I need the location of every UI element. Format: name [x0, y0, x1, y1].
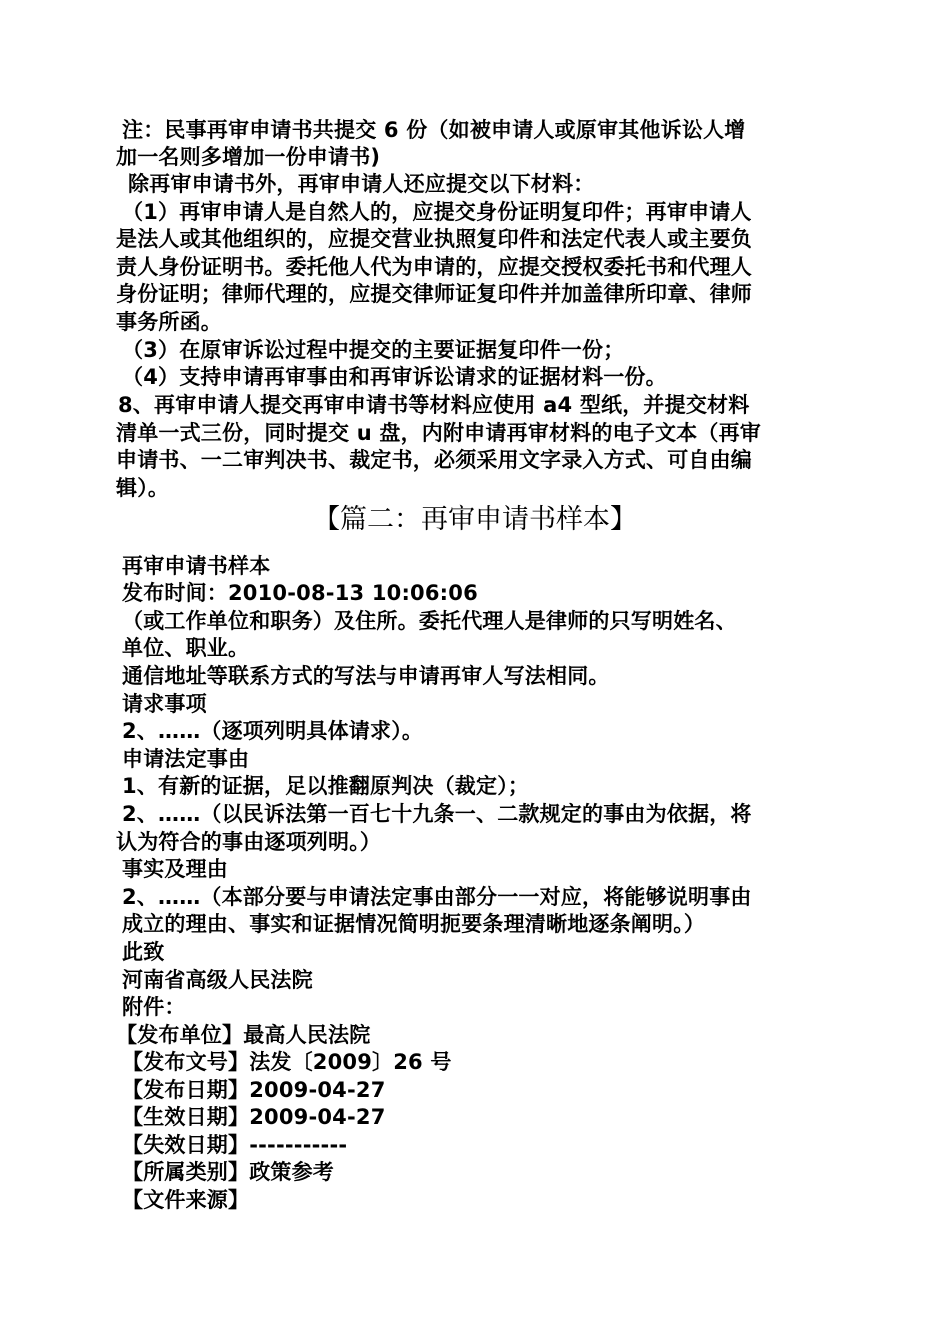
body-line: 【发布文号】法发〔2009〕26 号	[122, 1050, 452, 1074]
body-line: 成立的理由、事实和证据情况简明扼要条理清晰地逐条阐明。）	[122, 912, 706, 936]
note-line: （4）支持申请再审事由和再审诉讼请求的证据材料一份。	[122, 365, 667, 389]
body-line: 再审申请书样本	[122, 554, 271, 578]
body-line: 1、有新的证据，足以推翻原判决（裁定）；	[122, 774, 530, 798]
note-line: （3）在原审诉讼过程中提交的主要证据复印件一份；	[122, 338, 625, 362]
body-line: 申请法定事由	[122, 747, 250, 771]
body-line: 【生效日期】2009-04-27	[122, 1105, 386, 1129]
body-line: 2、……（以民诉法第一百七十九条一、二款规定的事由为依据，将	[122, 802, 752, 826]
note-line: 辑）。	[116, 476, 170, 500]
body-line: 此致	[122, 940, 165, 964]
note-line: 注：民事再审申请书共提交 6 份（如被申请人或原审其他诉讼人增	[122, 118, 746, 142]
note-line: 申请书、一二审判决书、裁定书，必须采用文字录入方式、可自由编	[116, 448, 752, 472]
body-line: 【文件来源】	[122, 1188, 250, 1212]
body-line: 【发布单位】最高人民法院	[116, 1023, 371, 1047]
note-line: （1）再审申请人是自然人的，应提交身份证明复印件；再审申请人	[122, 200, 752, 224]
note-line: 加一名则多增加一份申请书)	[116, 145, 381, 169]
note-line: 除再审申请书外，再审申请人还应提交以下材料：	[128, 172, 595, 196]
section-title: 【篇二：再审申请书样本】	[313, 504, 637, 535]
note-line: 8、再审申请人提交再审申请书等材料应使用 a4 型纸，并提交材料	[118, 393, 750, 417]
note-line: 责人身份证明书。委托他人代为申请的，应提交授权委托书和代理人	[116, 255, 752, 279]
body-line: 【失效日期】-----------	[122, 1133, 348, 1157]
body-line: 【发布日期】2009-04-27	[122, 1078, 386, 1102]
body-line: 请求事项	[122, 692, 207, 716]
body-line: 【所属类别】政策参考	[122, 1160, 334, 1184]
note-line: 事务所函。	[116, 310, 222, 334]
body-line: 河南省高级人民法院	[122, 968, 313, 992]
body-line: 发布时间：2010-08-13 10:06:06	[122, 581, 478, 605]
body-line: 事实及理由	[122, 857, 228, 881]
body-line: （或工作单位和职务）及住所。委托代理人是律师的只写明姓名、	[122, 609, 737, 633]
note-line: 身份证明；律师代理的，应提交律师证复印件并加盖律所印章、律师	[116, 282, 752, 306]
note-line: 是法人或其他组织的，应提交营业执照复印件和法定代表人或主要负	[116, 227, 752, 251]
body-line: 单位、职业。	[122, 636, 250, 660]
body-line: 2、……（逐项列明具体请求）。	[122, 719, 424, 743]
body-line: 通信地址等联系方式的写法与申请再审人写法相同。	[122, 664, 610, 688]
body-line: 认为符合的事由逐项列明。）	[116, 830, 382, 854]
note-line: 清单一式三份，同时提交 u 盘，内附申请再审材料的电子文本（再审	[116, 421, 761, 445]
body-line: 2、……（本部分要与申请法定事由部分一一对应，将能够说明事由	[122, 885, 752, 909]
body-line: 附件：	[122, 995, 186, 1019]
